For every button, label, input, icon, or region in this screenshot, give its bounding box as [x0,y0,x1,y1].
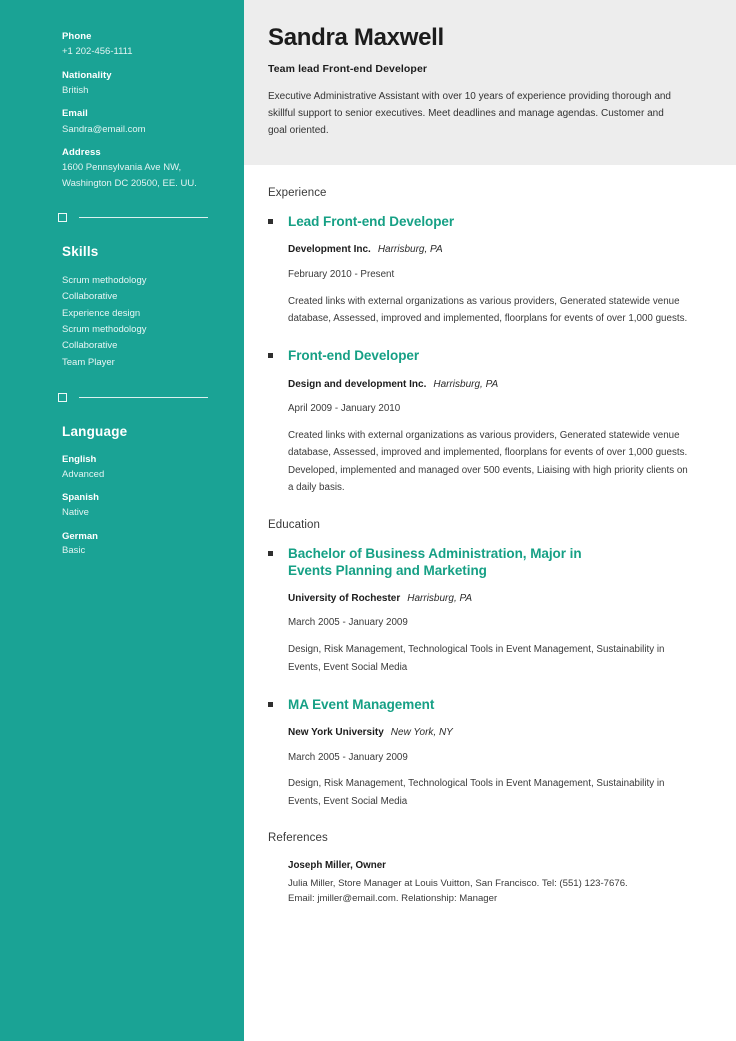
contact-label-address: Address [62,146,101,158]
entry-org-line [288,372,706,394]
entry-description: Design, Risk Management, Technological Tools in Event Management, Sustainability in Events, Event Social Media [288,778,665,807]
language-name: Spanish [62,492,99,504]
contact-item-email [62,107,208,137]
language-name: English [62,453,97,465]
skill-item: Team Player [62,356,115,368]
entry-description: Created links with external organizations as various providers, Generated statewide venue database, Assessed, improved and implemented, floorplans for events of over 1,000 guests. Developed, implemented and managed over 500 events, Liaising with high priority clients on a daily basis. [288,429,688,494]
entry-organization: New York University [288,727,384,739]
contact-value-address-line1: 1600 Pennsylvania Ave NW, [62,162,182,174]
reference-name: Joseph Miller, Owner [288,860,386,872]
language-level: Advanced [62,468,105,480]
language-heading: Language [62,423,128,439]
skill-item: Collaborative [62,340,118,352]
education-entry [268,545,706,677]
entry-location: Harrisburg, PA [377,244,443,256]
contact-item-phone [62,30,208,60]
entry-dates: March 2005 - January 2009 [288,617,408,629]
entry-description: Design, Risk Management, Technological Tools in Event Management, Sustainability in Events, Event Social Media [288,644,665,673]
entry-dates: March 2005 - January 2009 [288,751,408,763]
education-entry [268,696,706,810]
entry-org-line [288,237,706,259]
language-section [62,424,208,559]
language-level: Native [62,507,89,518]
bullet-square-icon [268,551,273,556]
language-item [62,491,208,520]
job-title: Team lead Front-end Developer [268,62,428,75]
bullet-square-icon [268,702,273,707]
entry-org-line [288,586,706,608]
contact-value-email: Sandra@email.com [62,123,146,135]
entry-location: New York, NY [390,727,453,739]
skill-item: Scrum methodology [62,274,147,286]
section-label-references: References [268,832,328,845]
contact-label-nationality: Nationality [62,69,112,81]
contact-block [62,30,208,191]
entry-organization: University of Rochester [288,593,401,605]
sidebar [0,0,244,1041]
entry-location: Harrisburg, PA [407,593,473,605]
professional-summary: Executive Administrative Assistant with over 10 years of experience providing thorough and skillful support to senior executives. Meet deadlines and manage agendas. Customer and goal oriented. [268,90,671,136]
language-level: Basic [62,545,86,557]
entry-title: Front-end Developer [288,348,420,364]
main-content [244,0,736,1041]
divider-line [79,217,208,219]
language-name: German [62,530,98,542]
bullet-square-icon [268,219,273,224]
entry-title: Lead Front-end Developer [288,214,455,230]
contact-value-phone: +1 202-456-1111 [62,46,133,58]
skill-item: Collaborative [62,291,118,303]
header-band [244,0,736,165]
entry-dates: February 2010 - Present [288,268,395,280]
experience-entry [268,347,706,496]
square-icon [58,213,67,222]
reference-detail-line2: Email: jmiller@email.com. Relationship: Manager [288,893,498,905]
contact-value-address-line2: Washington DC 20500, EE. UU. [62,177,197,189]
skill-item: Experience design [62,307,141,319]
page-title: Sandra Maxwell [268,24,444,51]
entry-title: MA Event Management [288,697,435,712]
skill-item: Scrum methodology [62,323,147,335]
section-label-experience: Experience [268,187,327,200]
square-icon [58,393,67,402]
contact-label-email: Email [62,108,88,120]
divider-line [79,397,208,399]
reference-entry [268,858,706,907]
bullet-square-icon [268,353,273,358]
body-area [244,187,736,907]
experience-entry [268,213,706,327]
sidebar-divider-skills [58,213,208,222]
entry-organization: Development Inc. [288,244,371,256]
entry-description: Created links with external organizations as various providers, Generated statewide venue database, Assessed, improved and implemented, floorplans for events of over 1,000 guests. [288,295,688,324]
reference-detail-line1: Julia Miller, Store Manager at Louis Vuitton, San Francisco. Tel: (551) 123-7676. [288,877,628,889]
contact-value-nationality: British [62,84,89,96]
skills-section [62,244,208,371]
contact-item-nationality [62,69,208,99]
entry-dates: April 2009 - January 2010 [288,403,401,415]
entry-org-line [288,720,706,742]
entry-title: Bachelor of Business Administration, Major in Events Planning and Marketing [288,545,582,578]
language-item [62,530,208,559]
skills-heading: Skills [62,243,99,259]
contact-label-phone: Phone [62,31,92,42]
contact-item-address [62,146,208,191]
entry-organization: Design and development Inc. [288,378,427,390]
language-item [62,453,208,482]
sidebar-divider-language [58,393,208,402]
section-label-education: Education [268,518,321,531]
entry-location: Harrisburg, PA [433,378,499,390]
